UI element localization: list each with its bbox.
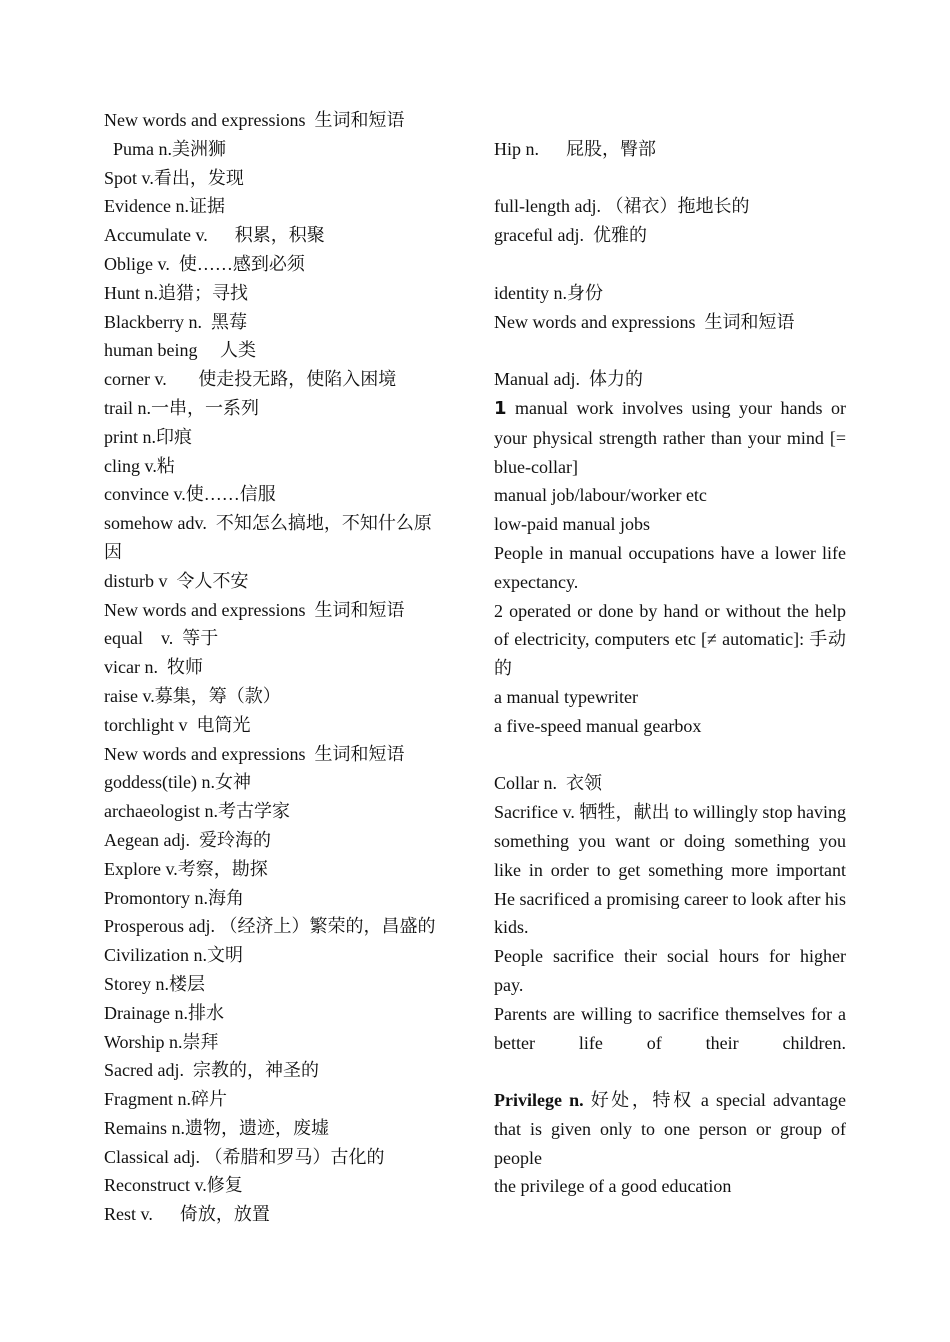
spacer <box>494 164 846 193</box>
vocab-line: graceful adj. 优雅的 <box>494 225 647 246</box>
sacrifice-definition: Sacrifice v. 牺牲，献出 to willingly stop having something you want or doing something you like in order to get something more important <box>494 802 846 880</box>
vocab-line: identity n.身份 <box>494 282 603 303</box>
vocab-line: Drainage n.排水 <box>104 1002 224 1023</box>
vocab-line: torchlight v 电筒光 <box>104 714 251 735</box>
vocab-line: somehow adv. 不知怎么搞地，不知什么原 <box>104 513 432 534</box>
spacer <box>494 336 846 365</box>
vocab-line: Fragment n.碎片 <box>104 1089 227 1110</box>
vocab-line: goddess(tile) n.女神 <box>104 772 251 793</box>
example-paragraph: People in manual occupations have a lower life expectancy. <box>494 542 846 592</box>
manual-definition-2: 2 operated or done by hand or without the help of electricity, computers etc [≠ automatic]: 手动的 <box>494 600 846 679</box>
vocab-line: Promontory n.海角 <box>104 887 245 908</box>
vocab-line: human being 人类 <box>104 340 256 361</box>
privilege-headword: Privilege n. <box>494 1090 584 1111</box>
vocab-line: Remains n.遗物，遗迹，废墟 <box>104 1117 329 1138</box>
vocab-line: Hip n. 屁股，臀部 <box>494 138 656 159</box>
vocab-line: archaeologist n.考古学家 <box>104 801 290 822</box>
vocab-line: trail n.一串，一系列 <box>104 397 259 418</box>
sense-number: 1 <box>494 397 507 419</box>
vocab-line: vicar n. 牧师 <box>104 657 203 678</box>
vocab-line: corner v. 使走投无路，使陷入困境 <box>104 369 397 390</box>
vocab-line: New words and expressions 生词和短语 <box>104 110 405 130</box>
section-heading: New words and expressions 生词和短语 <box>104 743 405 764</box>
example-line: the privilege of a good education <box>494 1176 732 1197</box>
manual-definition-1 <box>494 394 846 481</box>
vocab-line: Explore v.考察，勘探 <box>104 858 268 879</box>
vocab-line: Civilization n.文明 <box>104 945 243 966</box>
example-line: a manual typewriter <box>494 686 638 707</box>
vocab-line: Blackberry n. 黑莓 <box>104 311 247 332</box>
vocab-line: equal v. 等于 <box>104 628 219 649</box>
vocab-line: cling v.粘 <box>104 455 175 476</box>
spacer <box>494 250 846 279</box>
vocab-line: Rest v. 倚放，放置 <box>104 1204 270 1225</box>
section-heading: New words and expressions 生词和短语 <box>104 599 405 620</box>
vocab-line: Evidence n.证据 <box>104 196 225 217</box>
example-paragraph: He sacrificed a promising career to look after his kids. <box>494 888 846 938</box>
definition-text: manual work involves using your hands or your physical strength rather than your mind [= blue-collar] <box>494 397 846 477</box>
vocab-line: Reconstruct v.修复 <box>104 1175 243 1196</box>
example-paragraph: Parents are willing to sacrifice themselves for a better life of their children. <box>494 1003 846 1053</box>
spacer <box>494 106 846 135</box>
manual-headword: Manual adj. 体力的 <box>494 369 643 390</box>
vocab-line: Prosperous adj. （经济上）繁荣的，昌盛的 <box>104 916 436 937</box>
vocab-line: Aegean adj. 爱玲海的 <box>104 829 271 850</box>
vocab-line: Collar n. 衣领 <box>494 773 602 794</box>
section-heading: New words and expressions 生词和短语 <box>494 311 795 332</box>
vocab-line: Worship n.崇拜 <box>104 1031 219 1052</box>
right-column <box>494 106 846 1201</box>
example-paragraph: People sacrifice their social hours for higher pay. <box>494 946 846 995</box>
left-column <box>104 106 460 1229</box>
vocab-line: Hunt n.追猎；寻找 <box>104 282 248 303</box>
example-line: a five-speed manual gearbox <box>494 715 702 736</box>
vocab-line: convince v.使……信服 <box>104 484 276 505</box>
vocab-line: disturb v 令人不安 <box>104 570 249 591</box>
vocab-line: Storey n.楼层 <box>104 973 205 994</box>
vocab-line: Classical adj. （希腊和罗马）古化的 <box>104 1146 385 1167</box>
vocab-line: 因 <box>104 541 122 562</box>
vocab-line: Puma n.美洲狮 <box>104 138 227 159</box>
vocab-line: Accumulate v. 积累，积聚 <box>104 225 325 246</box>
example-line: manual job/labour/worker etc <box>494 485 707 506</box>
vocab-line: Sacred adj. 宗教的，神圣的 <box>104 1060 319 1081</box>
definition-text: 好处，特权 a special advantage that is given only to one person or group of people <box>494 1090 846 1168</box>
vocab-line: Oblige v. 使……感到必须 <box>104 253 305 274</box>
vocab-line: full-length adj. （裙衣）拖地长的 <box>494 196 750 217</box>
vocab-line: print n.印痕 <box>104 426 192 447</box>
spacer <box>494 1057 846 1086</box>
vocab-line: raise v.募集，筹（款） <box>104 685 281 706</box>
vocab-line: Spot v.看出，发现 <box>104 167 244 188</box>
privilege-definition <box>494 1086 846 1172</box>
example-line: low-paid manual jobs <box>494 514 650 535</box>
spacer <box>494 741 846 770</box>
